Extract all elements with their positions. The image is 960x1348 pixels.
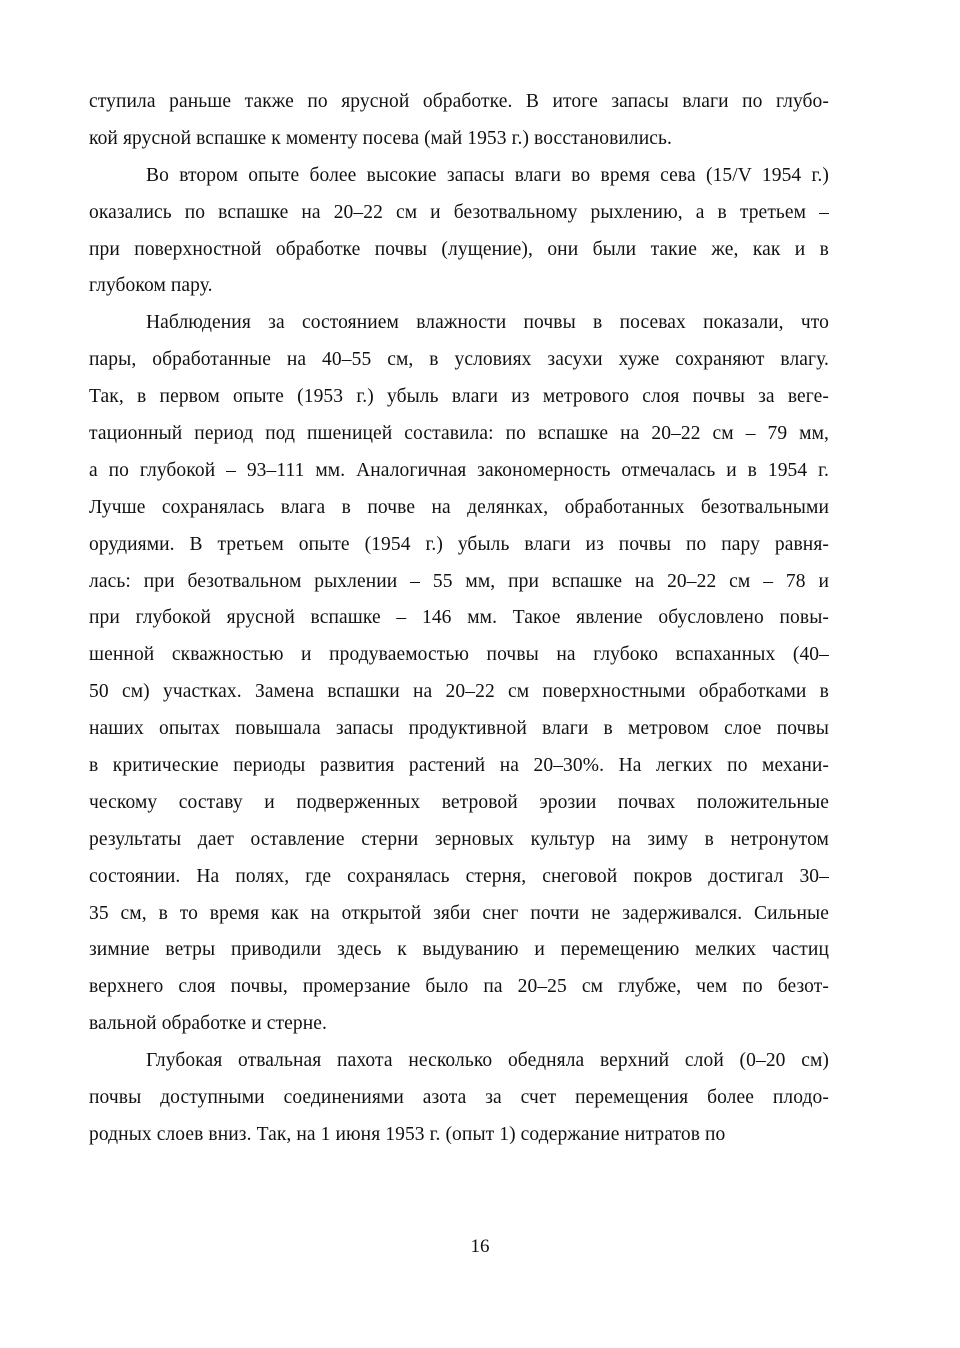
paragraph [89,305,829,1043]
text-line: оказались по вспашке на 20–22 см и безотвальному рыхлению, а в третьем – [89,201,829,223]
text-line: родных слоев вниз. Так, на 1 июня 1953 г. (опыт 1) содержание нитратов по [89,1123,726,1145]
text-line: при поверхностной обработке почвы (лущение), они были такие же, как и в [89,238,829,260]
text-line: ческому составу и подверженных ветровой эрозии почвах положительные [89,791,829,813]
page-number: 16 [470,1236,490,1257]
text-line: вальной обработке и стерне. [89,1013,327,1035]
text-line: орудиями. В третьем опыте (1954 г.) убыль влаги из почвы по пару равня- [89,533,829,555]
body-text [89,84,829,1154]
text-line: при глубокой ярусной вспашке – 146 мм. Такое явление обусловлено повы- [89,607,829,629]
text-line: пары, обработанные на 40–55 см, в условиях засухи хуже сохраняют влагу. [89,349,829,371]
text-line: Наблюдения за состоянием влажности почвы в посевах показали, что [146,312,829,334]
text-line: Лучше сохранялась влага в почве на делянках, обработанных безотвальными [89,496,829,518]
text-line: результаты дает оставление стерни зерновых культур на зиму в нетронутом [89,828,829,850]
text-line: наших опытах повышала запасы продуктивной влаги в метровом слое почвы [89,718,829,740]
text-line: Глубокая отвальная пахота несколько обедняла верхний слой (0–20 см) [146,1050,829,1072]
paragraph [89,84,829,158]
text-line: а по глубокой – 93–111 мм. Аналогичная закономерность отмечалась и в 1954 г. [89,459,829,481]
text-line: Так, в первом опыте (1953 г.) убыль влаги из метрового слоя почвы за веге- [89,386,829,408]
text-line: Во втором опыте более высокие запасы влаги во время сева (15/V 1954 г.) [146,164,829,186]
text-line: ступила раньше также по ярусной обработке. В итоге запасы влаги по глубо- [89,91,829,112]
text-line: зимние ветры приводили здесь к выдуванию и перемещению мелких частиц [89,939,829,961]
paragraph [89,158,829,306]
text-line: глубоком пару. [89,275,213,297]
text-line: шенной скважностью и продуваемостью почвы на глубоко вспаханных (40– [89,644,829,666]
text-line: лась: при безотвальном рыхлении – 55 мм, при вспашке на 20–22 см – 78 и [89,570,829,592]
text-line: кой ярусной вспашке к моменту посева (май 1953 г.) восстановились. [89,127,673,149]
text-line: тационный период под пшеницей составила: по вспашке на 20–22 см – 79 мм, [89,423,829,445]
text-line: 50 см) участках. Замена вспашки на 20–22 см поверхностными обработками в [89,681,829,703]
text-line: верхнего слоя почвы, промерзание было па 20–25 см глубже, чем по безот- [89,976,829,998]
text-line: почвы доступными соединениями азота за счет перемещения более плодо- [89,1087,829,1109]
text-line: состоянии. На полях, где сохранялась стерня, снеговой покров достигал 30– [89,865,829,887]
paragraph [89,1043,829,1154]
text-line: 35 см, в то время как на открытой зяби снег почти не задерживался. Сильные [89,902,829,924]
text-line: в критические периоды развития растений на 20–30%. На легких по механи- [89,755,829,777]
